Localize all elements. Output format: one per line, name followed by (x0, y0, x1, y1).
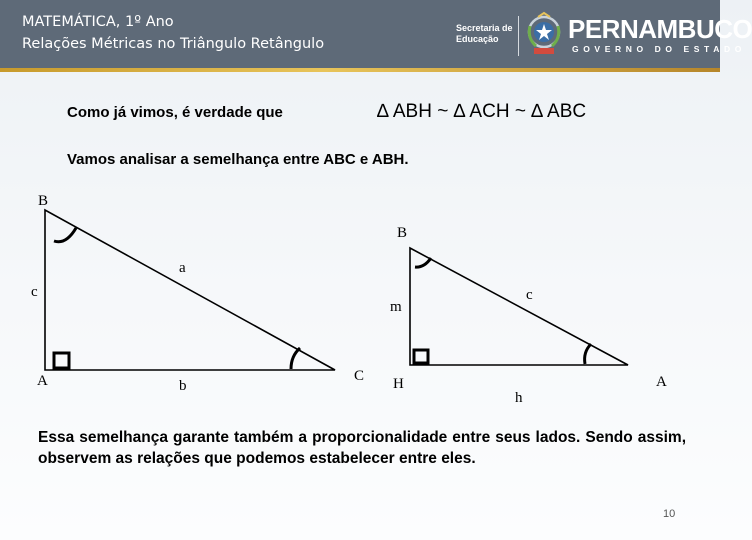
page-number: 10 (663, 508, 676, 520)
similar-triangles-figure (0, 180, 720, 420)
vertex-c-label: C (354, 368, 365, 384)
header-stripe (0, 68, 720, 72)
secretaria-label (456, 23, 513, 45)
vertex-a2-label: A (656, 374, 667, 390)
lesson-subtitle: Relações Métricas no Triângulo Retângulo (22, 36, 325, 52)
analysis-text: Vamos analisar a semelhança entre ABC e ABH. (67, 151, 409, 168)
logo-divider (518, 16, 519, 56)
side-c-label: c (31, 284, 38, 300)
angle-arc-b (54, 228, 76, 242)
side-m-label: m (390, 299, 402, 315)
triangle-abc-shape (45, 210, 335, 370)
right-angle-marker-a (54, 353, 69, 368)
side-c2-label: c (526, 287, 533, 303)
brand-name: PERNAMBUCO (568, 14, 752, 44)
secretaria-line-2: Educação (456, 34, 499, 44)
secretaria-line-1: Secretaria de (456, 23, 513, 33)
vertex-a-label: A (37, 373, 48, 389)
state-coat-of-arms-icon (524, 12, 564, 58)
angle-arc-c (291, 348, 300, 369)
side-h-label: h (515, 390, 523, 406)
triangle-abc (31, 193, 364, 394)
brand-subtitle: GOVERNO DO ESTADO (572, 44, 746, 54)
intro-text: Como já vimos, é verdade que (67, 104, 283, 121)
side-a-label: a (179, 260, 186, 276)
right-angle-marker-h (414, 350, 428, 363)
angle-arc-b2 (415, 258, 431, 267)
vertex-b2-label: B (397, 225, 408, 241)
vertex-h-label: H (393, 376, 404, 392)
course-title: MATEMÁTICA, 1º Ano (22, 14, 174, 30)
vertex-b-label: B (38, 193, 49, 209)
side-b-label: b (179, 378, 187, 394)
angle-arc-a2 (585, 344, 591, 364)
triangle-abh-shape (410, 248, 628, 365)
conclusion-text: Essa semelhança garante também a proporcionalidade entre seus lados. Sendo assim, observem as relações que podemos estabelecer entre eles. (38, 429, 686, 467)
header-bar (0, 0, 752, 68)
triangle-abh (390, 225, 667, 406)
similarity-statement: ∆ ABH ~ ∆ ACH ~ ∆ ABC (377, 101, 587, 122)
